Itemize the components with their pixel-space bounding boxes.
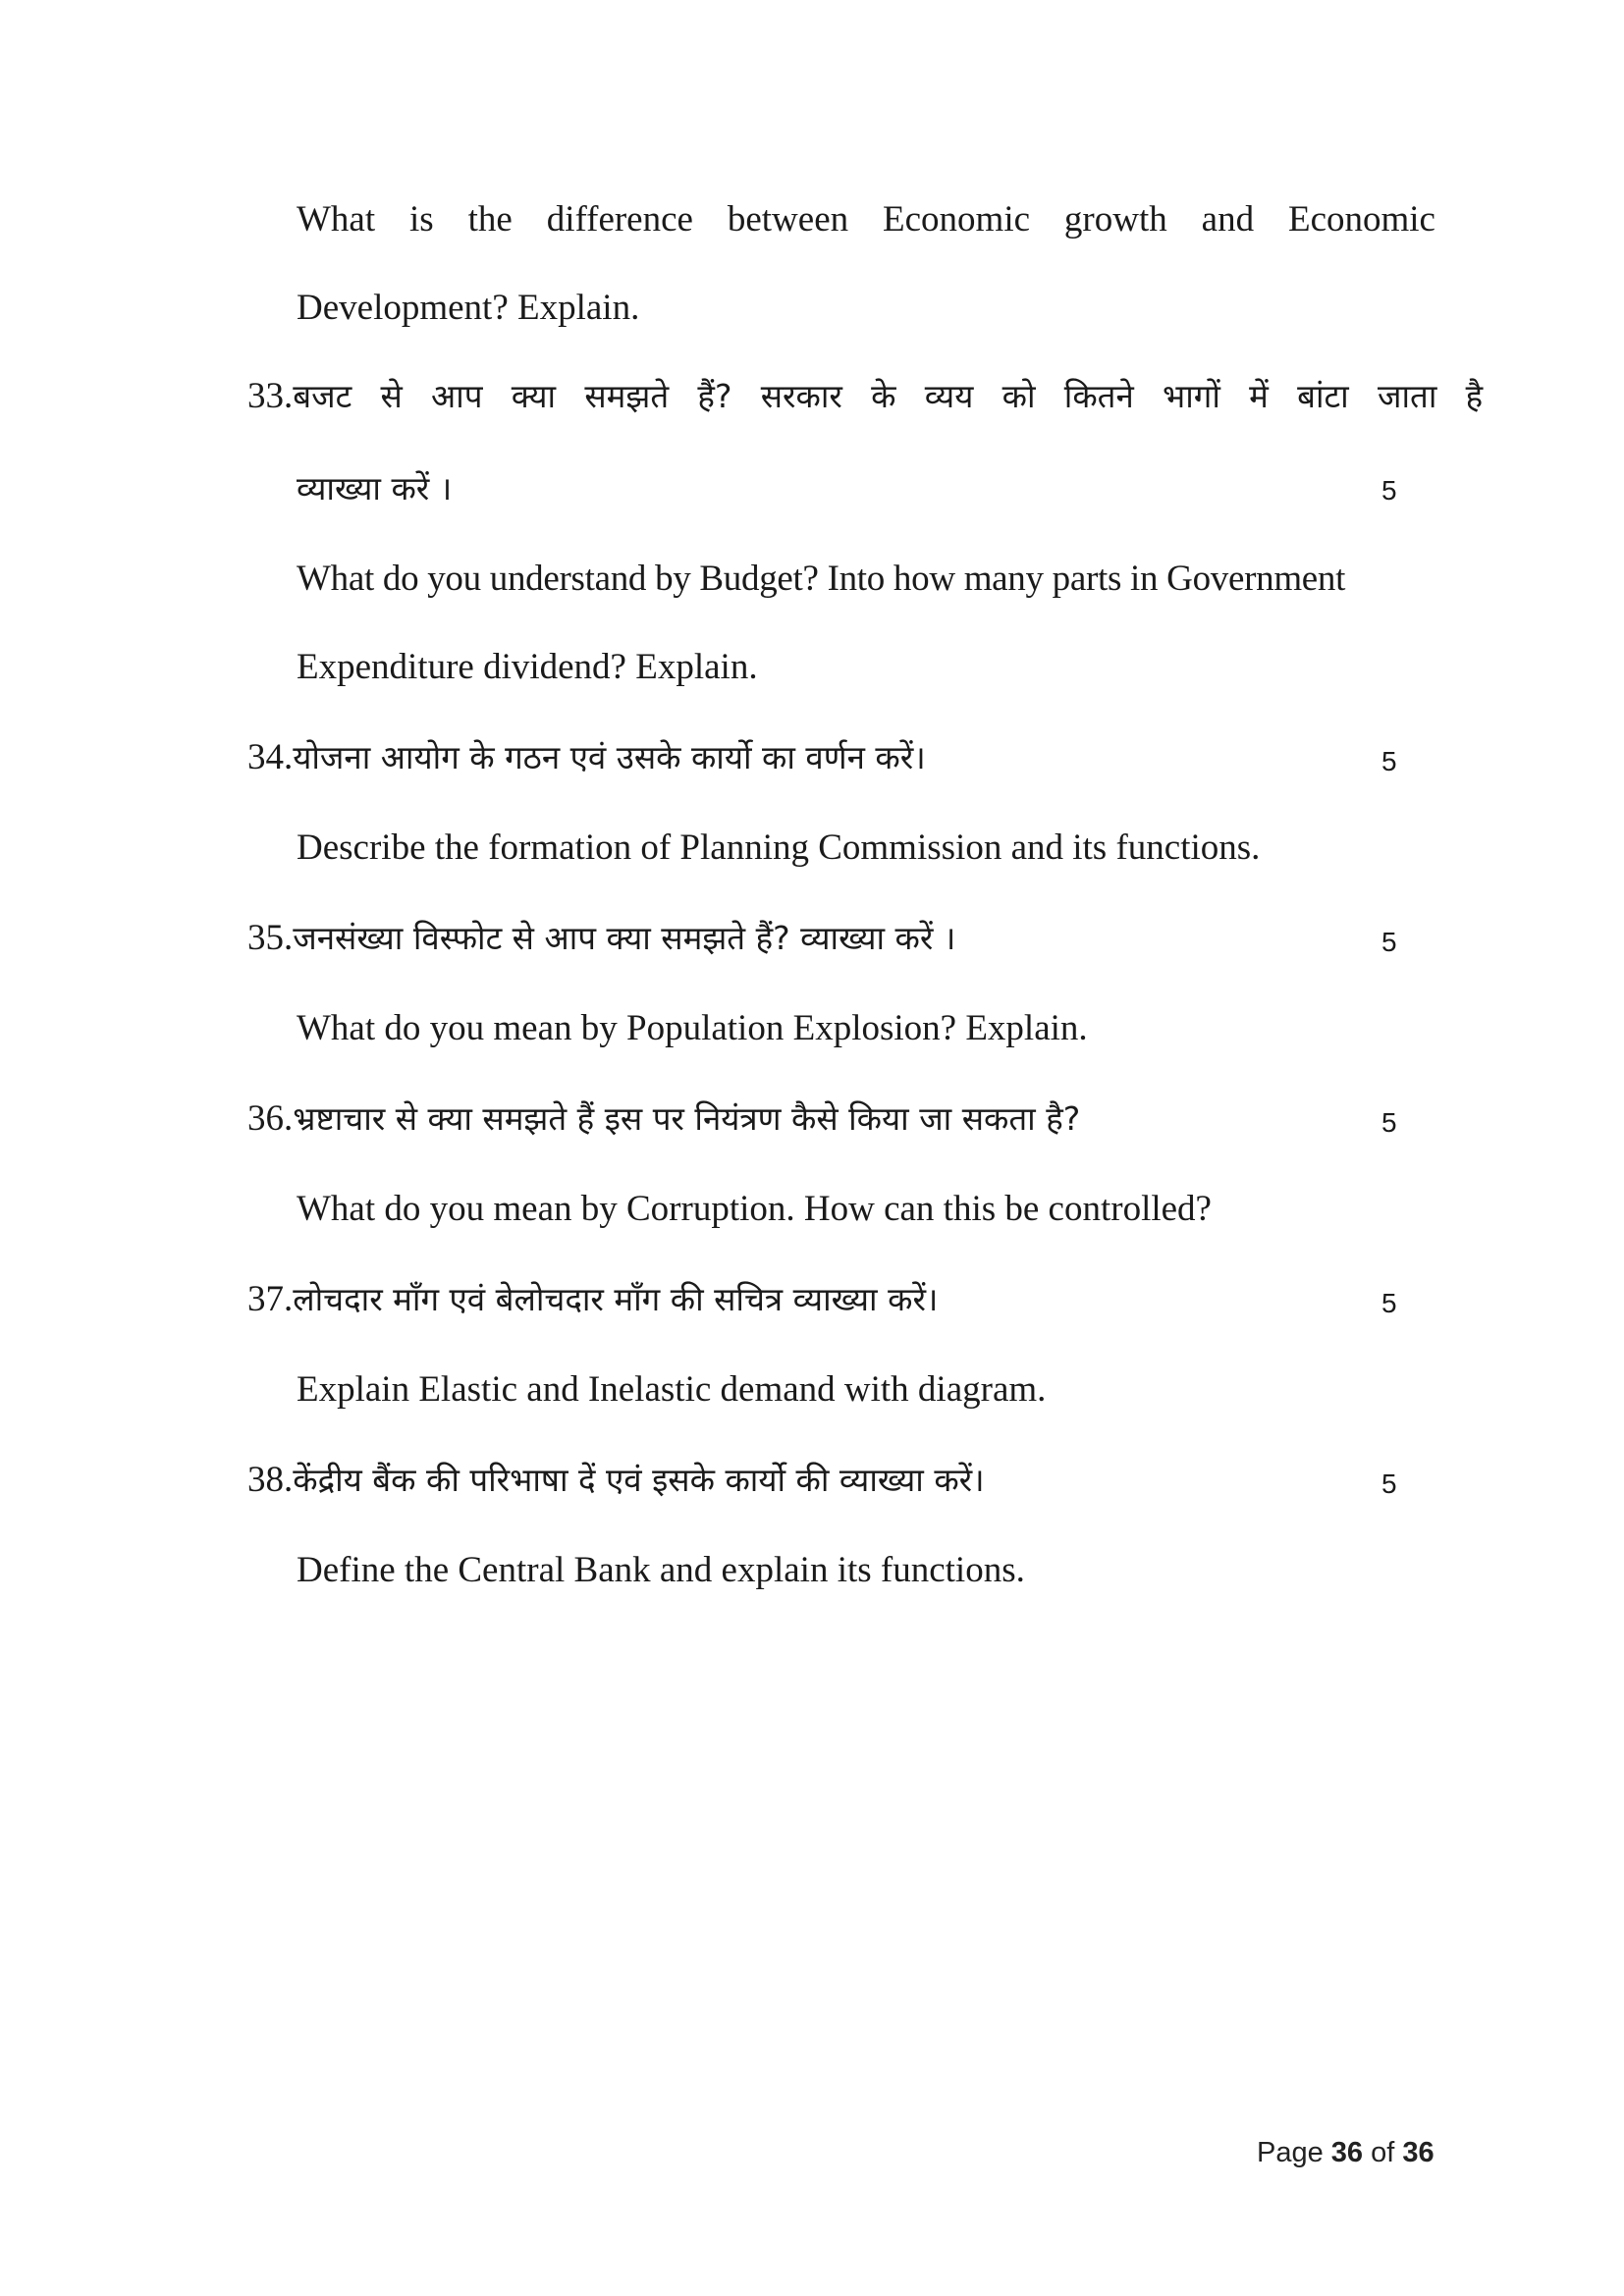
- total-page-number: 36: [1402, 2137, 1435, 2168]
- question-33-hindi-text: [293, 373, 1483, 417]
- question-33-hindi-word: क्या: [511, 377, 557, 415]
- question-37-marks: 5: [1381, 1288, 1397, 1318]
- question-35-hindi: [247, 915, 955, 959]
- question-33-hindi-word: आप: [431, 377, 483, 415]
- intro-line-1: [297, 198, 1435, 240]
- question-number: 35.: [247, 918, 294, 958]
- question-33-hindi-word: बजट: [293, 377, 352, 415]
- intro-line-1-word: is: [409, 199, 434, 240]
- question-38-english: Define the Central Bank and explain its functions.: [297, 1550, 1025, 1590]
- question-37-hindi: [247, 1276, 938, 1320]
- intro-line-1-word: Economic: [883, 199, 1031, 240]
- intro-line-2: Development? Explain.: [297, 288, 640, 328]
- question-37-hindi-text: लोचदार माँग एवं बेलोचदार माँग की सचित्र व्याख्या करें।: [293, 1280, 939, 1318]
- question-33-hindi-word: सरकार: [760, 377, 842, 415]
- question-33-hindi-word: है: [1465, 377, 1484, 415]
- question-33-marks: 5: [1381, 475, 1397, 506]
- question-number: 38.: [247, 1460, 294, 1500]
- question-34-hindi-text: योजना आयोग के गठन एवं उसके कार्यो का वर्णन करें।: [293, 738, 926, 776]
- intro-line-1-word: difference: [546, 199, 693, 240]
- question-36-marks: 5: [1381, 1107, 1397, 1138]
- page-label: Page: [1257, 2137, 1324, 2168]
- question-38-hindi-text: केंद्रीय बैंक की परिभाषा दें एवं इसके कार्यो की व्याख्या करें।: [293, 1461, 985, 1499]
- question-33-hindi-word: व्यय: [924, 377, 974, 415]
- question-number: 33.: [247, 376, 294, 416]
- question-38-hindi: [247, 1457, 985, 1501]
- question-34-hindi: [247, 734, 926, 778]
- question-number: 36.: [247, 1098, 294, 1139]
- question-34-english: Describe the formation of Planning Commission and its functions.: [297, 828, 1261, 868]
- page-footer: [1257, 2137, 1435, 2169]
- question-38-marks: 5: [1381, 1468, 1397, 1499]
- question-33-hindi-word: के: [871, 377, 896, 415]
- question-35-hindi-text: जनसंख्या विस्फोट से आप क्या समझते हैं? व्याख्या करें ।: [293, 919, 956, 957]
- question-33-english-line-1: What do you understand by Budget? Into how many parts in Government: [297, 559, 1346, 599]
- intro-line-1-word: the: [467, 199, 513, 240]
- question-33-hindi-word: को: [1001, 377, 1036, 415]
- question-36-hindi-text: भ्रष्टाचार से क्या समझते हैं इस पर नियंत्रण कैसे किया जा सकता है?: [293, 1099, 1081, 1138]
- intro-line-1-word: and: [1201, 199, 1255, 240]
- question-33-hindi-word: समझते: [584, 377, 670, 415]
- question-number: 34.: [247, 737, 294, 777]
- intro-line-1-word: What: [297, 199, 376, 240]
- question-36-english: What do you mean by Corruption. How can this be controlled?: [297, 1189, 1212, 1229]
- question-37-english: Explain Elastic and Inelastic demand with diagram.: [297, 1369, 1047, 1410]
- question-33-english-line-2: Expenditure dividend? Explain.: [297, 647, 758, 687]
- question-33-hindi-word: कितने: [1063, 377, 1134, 415]
- question-33-hindi-line-1: [247, 373, 1483, 417]
- page-of-label: of: [1371, 2137, 1395, 2168]
- question-33-hindi-word: बांटा: [1297, 377, 1349, 415]
- question-33-hindi-word: से: [380, 377, 403, 415]
- current-page-number: 36: [1330, 2137, 1364, 2168]
- question-33-hindi-word: भागों: [1163, 377, 1220, 415]
- question-number: 37.: [247, 1279, 294, 1319]
- question-35-marks: 5: [1381, 927, 1397, 957]
- question-35-english: What do you mean by Population Explosion? Explain.: [297, 1008, 1088, 1048]
- question-34-marks: 5: [1381, 746, 1397, 776]
- question-33-hindi-word: जाता: [1377, 377, 1437, 415]
- question-33-hindi-word: हैं?: [697, 377, 732, 415]
- intro-line-1-word: growth: [1063, 199, 1167, 240]
- intro-line-1-word: between: [727, 199, 849, 240]
- question-36-hindi: [247, 1095, 1080, 1140]
- intro-line-1-word: Economic: [1287, 199, 1435, 240]
- question-33-hindi-line-2: व्याख्या करें ।: [297, 469, 453, 507]
- question-33-hindi-word: में: [1249, 377, 1269, 415]
